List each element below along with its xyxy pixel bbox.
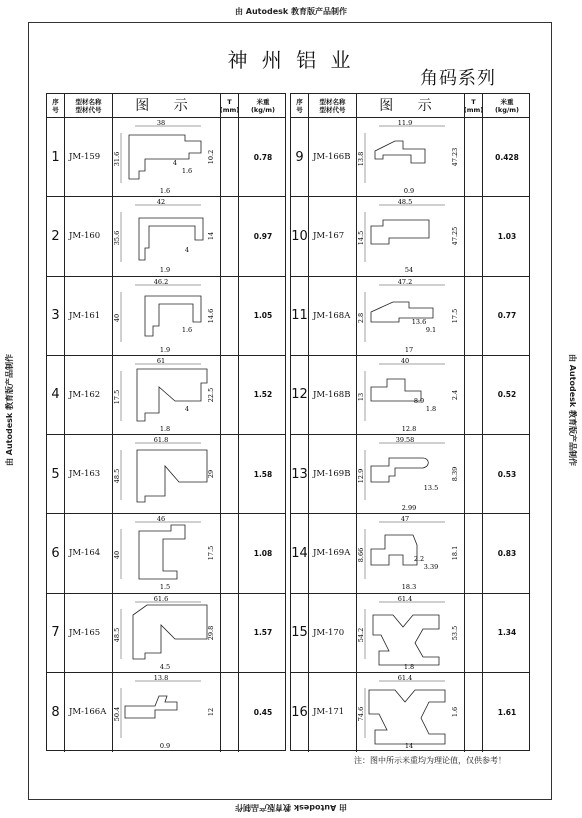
row-thickness [221, 514, 239, 592]
dimension-label: 14 [404, 742, 413, 751]
row-code: JM-170 [309, 594, 357, 672]
profile-outline [139, 218, 203, 260]
dimension-label: 9.1 [425, 325, 436, 334]
header-thickness-text: T [227, 98, 232, 106]
watermark-top: 由 Autodesk 教育版产品制作 [234, 7, 347, 16]
profile-drawing [112, 515, 219, 592]
dimension-label: 1.9 [159, 345, 170, 354]
dimension-label: 35.6 [112, 231, 121, 246]
dimension-label: 13.5 [423, 484, 438, 493]
profile-table [46, 93, 530, 751]
dimension-label: 40 [400, 356, 409, 365]
profile-drawing [356, 436, 463, 513]
row-code: JM-168A [309, 277, 357, 355]
row-figure [113, 197, 221, 275]
profile-drawing [356, 674, 463, 751]
row-code: JM-171 [309, 673, 357, 752]
row-thickness [221, 356, 239, 434]
row-seq: 6 [47, 514, 65, 592]
dimension-label: 13.8 [153, 674, 168, 683]
row-seq: 8 [47, 673, 65, 752]
header-weight-text: (kg/m) [250, 106, 276, 114]
row-figure [113, 673, 221, 752]
dimension-label: 12.9 [356, 468, 365, 484]
dimension-label: 12 [206, 708, 215, 717]
series-title: 角码系列 [420, 68, 496, 89]
dimension-label: 13.8 [356, 151, 365, 167]
header-figure-text: 图 示 [379, 98, 442, 114]
row-figure [357, 118, 465, 196]
row-figure [357, 514, 465, 592]
dimension-label: 4 [184, 404, 189, 413]
row-code: JM-166B [309, 118, 357, 196]
table-row [47, 118, 285, 197]
header-seq-text: 号 [296, 106, 303, 114]
profile-outline [371, 535, 417, 565]
dimension-label: 17.5 [112, 389, 121, 405]
dimension-label: 53.5 [450, 625, 459, 640]
row-weight: 1.34 [497, 628, 517, 638]
table-row [291, 514, 529, 593]
header-seq-text: 序 [296, 98, 303, 106]
profile-outline [139, 525, 185, 579]
dimension-label: 46 [156, 515, 165, 524]
row-seq: 9 [291, 118, 309, 196]
header-figure [113, 94, 221, 118]
dimension-label: 11.9 [397, 119, 412, 128]
row-code: JM-167 [309, 197, 357, 275]
profile-outline [145, 296, 201, 336]
dimension-label: 0.9 [403, 187, 414, 196]
dimension-label: 1.8 [159, 424, 170, 433]
header-seq-text: 号 [52, 106, 59, 114]
row-thickness [221, 118, 239, 196]
watermark-bottom: 由 Autodesk 教育版产品制作 [235, 803, 348, 812]
row-weight: 0.83 [497, 548, 517, 558]
watermark-left: 由 Autodesk 教育版产品制作 [5, 353, 14, 467]
row-thickness [465, 356, 483, 434]
row-code: JM-160 [65, 197, 113, 275]
dimension-label: 22.5 [206, 387, 215, 403]
row-seq: 13 [291, 435, 309, 513]
dimension-label: 4 [184, 246, 189, 255]
dimension-label: 18.1 [450, 546, 459, 561]
dimension-label: 42 [156, 198, 165, 207]
dimension-label: 0.9 [159, 742, 170, 751]
row-figure [357, 435, 465, 513]
profile-outline [125, 696, 177, 718]
dimension-label: 61.4 [397, 594, 412, 603]
profile-drawing [356, 594, 463, 671]
row-thickness [465, 435, 483, 513]
row-figure [357, 277, 465, 355]
profile-drawing [356, 277, 463, 354]
row-thickness [221, 277, 239, 355]
table-right-half [290, 93, 530, 751]
dimension-label: 54 [404, 266, 413, 275]
header-seq [47, 94, 65, 118]
row-weight: 1.03 [497, 231, 517, 241]
header-thickness [465, 94, 483, 118]
dimension-label: 2.4 [450, 389, 459, 401]
dimension-label: 47 [400, 515, 409, 524]
dimension-label: 17.5 [206, 546, 215, 561]
dimension-label: 29 [206, 469, 215, 479]
header-weight-text: 米重 [500, 98, 514, 106]
dimension-label: 48.5 [397, 198, 412, 207]
dimension-label: 2.8 [356, 312, 365, 323]
row-code: JM-168B [309, 356, 357, 434]
table-row [291, 673, 529, 752]
row-figure [113, 118, 221, 196]
row-thickness [465, 277, 483, 355]
row-seq: 12 [291, 356, 309, 434]
dimension-label: 39.58 [395, 436, 414, 445]
dimension-label: 54.2 [356, 627, 365, 642]
header-seq-text: 序 [52, 98, 59, 106]
row-weight: 0.428 [495, 152, 519, 162]
dimension-label: 61.4 [397, 674, 412, 683]
dimension-label: 29.8 [206, 625, 215, 640]
profile-outline [373, 615, 439, 665]
dimension-label: 1.8 [403, 662, 414, 671]
profile-outline [371, 458, 428, 482]
table-row [47, 197, 285, 276]
dimension-label: 40 [112, 551, 121, 560]
row-code: JM-169B [309, 435, 357, 513]
row-figure [113, 514, 221, 592]
row-weight: 1.57 [253, 628, 273, 638]
table-row [47, 435, 285, 514]
row-figure [113, 435, 221, 513]
header-thickness-text: T [471, 98, 476, 106]
header-thickness-text: (mm) [463, 106, 484, 114]
dimension-label: 4.5 [159, 662, 170, 671]
profile-drawing [112, 356, 219, 433]
dimension-label: 61.6 [153, 594, 168, 603]
table-row [47, 594, 285, 673]
row-weight: 1.08 [253, 548, 273, 558]
dimension-label: 14.5 [356, 231, 365, 246]
header-weight [239, 94, 287, 118]
row-code: JM-163 [65, 435, 113, 513]
dimension-label: 18.3 [401, 583, 416, 592]
table-row [291, 197, 529, 276]
row-seq: 5 [47, 435, 65, 513]
header-weight-text: (kg/m) [494, 106, 520, 114]
row-weight: 0.45 [253, 707, 273, 717]
profile-outline [369, 690, 445, 744]
watermark-right: 由 Autodesk 教育版产品制作 [568, 353, 577, 467]
row-weight: 0.77 [497, 311, 517, 321]
table-row [291, 277, 529, 356]
profile-drawing [356, 119, 463, 196]
table-row [47, 673, 285, 752]
header-name-text: 型材代号 [319, 106, 346, 114]
table-header [291, 94, 529, 118]
row-seq: 10 [291, 197, 309, 275]
row-figure [357, 356, 465, 434]
dimension-label: 61.8 [153, 436, 168, 445]
header-weight [483, 94, 531, 118]
header-name-text: 型材名称 [75, 98, 102, 106]
profile-drawing [112, 674, 219, 751]
company-title: 神 州 铝 业 [227, 48, 355, 72]
dimension-label: 14.6 [206, 308, 215, 323]
dimension-label: 38 [156, 119, 165, 128]
dimension-label: 46.2 [153, 277, 168, 286]
row-code: JM-164 [65, 514, 113, 592]
profile-drawing [112, 277, 219, 354]
row-thickness [465, 197, 483, 275]
dimension-label: 13.6 [411, 317, 426, 326]
row-weight: 1.61 [497, 707, 517, 717]
profile-drawing [112, 436, 219, 512]
dimension-label: 8.66 [356, 548, 365, 563]
dimension-label: 1.9 [159, 266, 170, 275]
dimension-label: 1.6 [450, 707, 459, 718]
dimension-label: 17 [404, 345, 413, 354]
dimension-label: 12.8 [401, 424, 416, 433]
dimension-label: 2.2 [413, 555, 424, 564]
row-figure [113, 277, 221, 355]
row-code: JM-159 [65, 118, 113, 196]
footnote: 注：图中所示米重均为理论值，仅供参考！ [354, 756, 506, 765]
dimension-label: 14 [206, 232, 215, 241]
row-weight: 0.97 [253, 231, 273, 241]
dimension-label: 74.6 [356, 707, 365, 722]
table-row [291, 118, 529, 197]
dimension-label: 61 [156, 356, 165, 365]
dimension-label: 3.39 [423, 563, 438, 572]
header-thickness-text: (mm) [219, 106, 240, 114]
row-figure [113, 594, 221, 672]
row-figure [113, 356, 221, 434]
header-name [65, 94, 113, 118]
row-seq: 14 [291, 514, 309, 592]
row-figure [357, 673, 465, 752]
profile-drawing [356, 515, 463, 592]
dimension-label: 4 [172, 159, 177, 168]
dimension-label: 1.6 [181, 325, 192, 334]
dimension-label: 48.5 [112, 468, 121, 484]
dimension-label: 1.6 [159, 187, 170, 196]
header-thickness [221, 94, 239, 118]
row-weight: 0.53 [497, 469, 517, 479]
header-seq [291, 94, 309, 118]
row-weight: 1.52 [253, 390, 273, 400]
table-left-half [46, 93, 286, 751]
profile-drawing [356, 356, 463, 433]
row-figure [357, 197, 465, 275]
dimension-label: 48.5 [112, 627, 121, 642]
dimension-label: 2.99 [401, 504, 416, 513]
row-thickness [221, 673, 239, 752]
dimension-label: 8.39 [450, 466, 459, 482]
row-thickness [221, 594, 239, 672]
row-figure [357, 594, 465, 672]
header-figure [357, 94, 465, 118]
row-thickness [465, 594, 483, 672]
profile-outline [137, 369, 207, 421]
table-row [47, 356, 285, 435]
row-code: JM-162 [65, 356, 113, 434]
dimension-label: 47.23 [450, 147, 459, 167]
row-thickness [465, 673, 483, 752]
dimension-label: 17.5 [450, 308, 459, 323]
row-thickness [221, 197, 239, 275]
header-figure-text: 图 示 [135, 98, 198, 114]
row-thickness [465, 514, 483, 592]
table-row [47, 514, 285, 593]
dimension-label: 40 [112, 313, 121, 322]
profile-drawing [112, 119, 219, 196]
header-name [309, 94, 357, 118]
table-row [291, 435, 529, 514]
dimension-label: 47.2 [397, 277, 412, 286]
row-seq: 3 [47, 277, 65, 355]
row-code: JM-166A [65, 673, 113, 752]
row-thickness [221, 435, 239, 513]
profile-outline [137, 450, 207, 502]
profile-outline [371, 220, 429, 244]
profile-drawing [112, 594, 219, 671]
row-code: JM-165 [65, 594, 113, 672]
table-row [291, 356, 529, 435]
row-weight: 1.05 [253, 311, 273, 321]
row-seq: 15 [291, 594, 309, 672]
header-name-text: 型材名称 [319, 98, 346, 106]
dimension-label: 47.25 [450, 227, 459, 246]
row-seq: 11 [291, 277, 309, 355]
table-row [291, 594, 529, 673]
row-seq: 16 [291, 673, 309, 752]
row-thickness [465, 118, 483, 196]
dimension-label: 1.8 [425, 404, 436, 413]
header-name-text: 型材代号 [75, 106, 102, 114]
row-code: JM-169A [309, 514, 357, 592]
dimension-label: 50.4 [112, 707, 121, 722]
row-seq: 7 [47, 594, 65, 672]
row-seq: 2 [47, 197, 65, 275]
row-weight: 0.78 [253, 152, 273, 162]
header-weight-text: 米重 [256, 98, 270, 106]
table-header [47, 94, 285, 118]
dimension-label: 8.9 [413, 396, 424, 405]
table-row [47, 277, 285, 356]
dimension-label: 10.2 [206, 149, 215, 165]
row-weight: 1.58 [253, 469, 273, 479]
row-weight: 0.52 [497, 390, 517, 400]
dimension-label: 13 [356, 392, 365, 402]
row-seq: 4 [47, 356, 65, 434]
profile-drawing [112, 198, 219, 275]
dimension-label: 1.6 [181, 167, 192, 176]
dimension-label: 1.5 [159, 583, 170, 592]
profile-drawing [356, 198, 463, 275]
profile-outline [375, 141, 425, 163]
profile-outline [133, 605, 207, 659]
row-seq: 1 [47, 118, 65, 196]
dimension-label: 31.6 [112, 151, 121, 167]
row-code: JM-161 [65, 277, 113, 355]
